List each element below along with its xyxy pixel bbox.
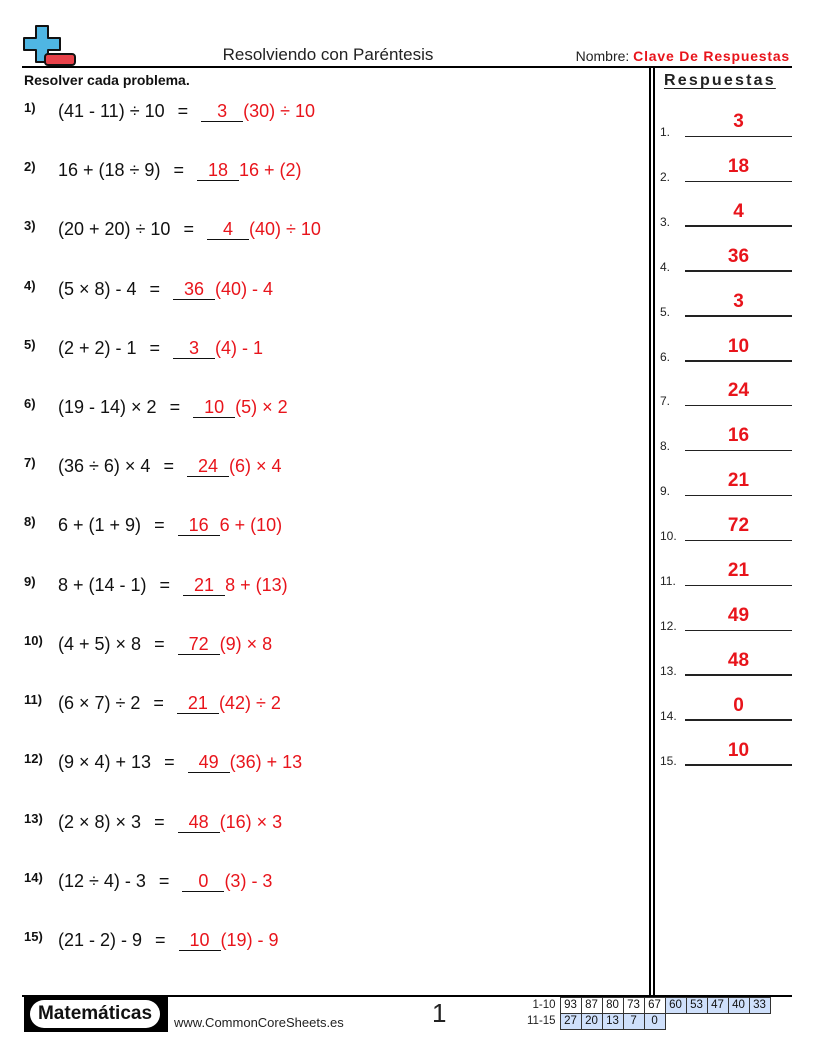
score-cell: 47 xyxy=(707,998,728,1014)
answer-key-line xyxy=(685,270,792,271)
answer-key-line xyxy=(685,181,792,182)
problem-number: 13) xyxy=(24,811,43,826)
answer-key-value[interactable]: 3 xyxy=(733,290,744,312)
answer-key-row xyxy=(660,648,792,678)
equals-sign: = xyxy=(169,397,181,417)
answer-key-number: 14. xyxy=(660,708,677,723)
answer-blank[interactable]: 10 xyxy=(193,397,235,418)
answer-key-row xyxy=(660,468,792,498)
score-cell: 93 xyxy=(560,998,581,1014)
problem-expression: 8 + (14 - 1) xyxy=(58,575,147,595)
answer-key-value[interactable]: 10 xyxy=(727,335,750,357)
problem-row xyxy=(24,456,281,486)
worked-step: (30) ÷ 10 xyxy=(243,101,316,121)
problem-row xyxy=(24,752,302,782)
score-cell: 0 xyxy=(644,1014,665,1030)
problem-number: 4) xyxy=(24,278,36,293)
score-cell: 13 xyxy=(602,1014,623,1030)
answer-key-line xyxy=(685,540,792,541)
answer-key-number: 7. xyxy=(660,394,671,409)
answer-key-number: 12. xyxy=(660,618,677,633)
score-cell-empty xyxy=(665,1014,686,1030)
answer-blank[interactable]: 36 xyxy=(173,279,215,300)
problem-expression: (20 + 20) ÷ 10 xyxy=(58,219,171,239)
answer-key-row xyxy=(660,513,792,543)
answer-blank[interactable]: 21 xyxy=(183,575,225,596)
answer-key-line xyxy=(685,315,792,316)
name-field xyxy=(576,48,790,64)
answer-key-number: 5. xyxy=(660,304,671,319)
problem-number: 15) xyxy=(24,929,43,944)
score-cell: 53 xyxy=(686,998,707,1014)
answer-key-number: 11. xyxy=(660,574,676,588)
worked-step: (5) × 2 xyxy=(235,397,288,417)
answer-blank[interactable]: 18 xyxy=(197,160,239,181)
worked-step: (19) - 9 xyxy=(220,930,279,950)
problem-expression: 6 + (1 + 9) xyxy=(58,515,142,535)
answer-key-number: 10. xyxy=(660,529,677,544)
name-value: Clave De Respuestas xyxy=(633,48,790,64)
equals-sign: = xyxy=(149,279,161,299)
problem-number: 2) xyxy=(24,159,36,174)
answers-heading: Respuestas xyxy=(664,72,776,89)
score-cell: 40 xyxy=(728,998,749,1014)
answer-key-number: 1. xyxy=(660,125,671,139)
answer-key-line xyxy=(685,630,792,631)
answer-key-value[interactable]: 36 xyxy=(727,245,750,267)
answer-key-line xyxy=(685,719,792,720)
problem-row xyxy=(24,575,288,605)
problem-number: 12) xyxy=(24,751,43,766)
score-cell: 67 xyxy=(644,998,665,1014)
answer-key-value[interactable]: 21 xyxy=(727,470,750,492)
problem-number: 11) xyxy=(24,692,43,707)
equals-sign: = xyxy=(154,515,165,535)
answer-key-row xyxy=(660,109,792,139)
problem-number: 10) xyxy=(24,633,43,648)
answer-key-number: 3. xyxy=(660,214,671,229)
worked-step: (9) × 8 xyxy=(219,634,273,654)
answer-key-row xyxy=(660,693,792,723)
score-cell-empty xyxy=(728,1014,749,1030)
answer-blank[interactable]: 0 xyxy=(182,871,224,892)
problem-number: 8) xyxy=(24,514,36,529)
answer-key-value[interactable]: 24 xyxy=(727,380,750,402)
problem-expression: (9 × 4) + 13 xyxy=(58,752,152,772)
answer-blank[interactable]: 3 xyxy=(173,338,215,359)
worked-step: (42) ÷ 2 xyxy=(218,693,281,713)
problem-row xyxy=(24,515,282,545)
name-label: Nombre: xyxy=(575,48,630,64)
score-cell: 80 xyxy=(602,998,623,1014)
problem-row xyxy=(24,871,272,901)
answer-key-value[interactable]: 49 xyxy=(727,604,750,626)
problem-number: 3) xyxy=(24,218,36,233)
page-title: Resolviendo con Paréntesis xyxy=(222,45,434,64)
equals-sign: = xyxy=(183,219,194,239)
site-url: www.CommonCoreSheets.es xyxy=(174,1015,344,1030)
worked-step: (4) - 1 xyxy=(215,338,264,358)
score-table xyxy=(524,997,771,1030)
score-range-label: 11-15 xyxy=(527,1015,556,1027)
answer-key-row xyxy=(660,289,792,319)
score-range-label: 1-10 xyxy=(532,999,556,1011)
worked-step: (40) - 4 xyxy=(215,279,274,299)
problem-row xyxy=(24,634,272,664)
brand-label: Matemáticas xyxy=(30,1000,160,1028)
answer-key-value[interactable]: 18 xyxy=(727,155,750,177)
answer-key-value[interactable]: 10 xyxy=(727,739,750,761)
answer-key-row xyxy=(660,154,792,184)
worked-step: (16) × 3 xyxy=(219,812,283,832)
problem-row xyxy=(24,219,321,249)
answer-key-row xyxy=(660,199,792,229)
problem-number: 9) xyxy=(24,574,36,589)
score-row xyxy=(524,998,770,1014)
equals-sign: = xyxy=(164,752,175,772)
answer-key-number: 15. xyxy=(660,753,677,768)
score-cell: 20 xyxy=(581,1014,602,1030)
answer-key-number: 6. xyxy=(660,349,671,364)
answer-key-line xyxy=(685,136,792,137)
problem-row xyxy=(24,397,288,427)
answer-key-row xyxy=(660,603,792,633)
answer-key-line xyxy=(685,674,792,675)
answer-key-row xyxy=(660,558,792,588)
score-cell-empty xyxy=(749,1014,770,1030)
score-cell: 27 xyxy=(560,1014,581,1030)
problem-expression: (2 + 2) - 1 xyxy=(58,338,137,358)
problem-expression: (6 × 7) ÷ 2 xyxy=(58,693,141,713)
answer-key-number: 8. xyxy=(660,439,671,454)
answer-key-row xyxy=(660,423,792,453)
problem-expression: (4 + 5) × 8 xyxy=(58,634,142,654)
problem-row xyxy=(24,338,263,368)
score-cell: 33 xyxy=(749,998,770,1014)
header-divider xyxy=(22,66,792,68)
answer-blank[interactable]: 24 xyxy=(187,456,229,477)
worked-step: 6 + (10) xyxy=(219,515,283,535)
answer-key-number: 2. xyxy=(660,169,671,184)
worked-step: 8 + (13) xyxy=(225,575,288,595)
problem-number: 5) xyxy=(24,337,36,352)
answer-key-line xyxy=(685,764,792,765)
answer-key-line xyxy=(685,450,792,451)
answer-key-value[interactable]: 0 xyxy=(733,694,744,716)
problem-number: 14) xyxy=(24,870,43,885)
problem-expression: (5 × 8) - 4 xyxy=(58,279,137,299)
score-cell: 87 xyxy=(581,998,602,1014)
problem-row xyxy=(24,101,315,131)
answer-blank[interactable]: 21 xyxy=(177,693,219,714)
equals-sign: = xyxy=(154,812,165,832)
worked-step: (40) ÷ 10 xyxy=(248,219,321,239)
problem-expression: (36 ÷ 6) × 4 xyxy=(58,456,151,476)
answer-key-value[interactable]: 72 xyxy=(727,515,750,537)
problem-expression: (2 × 8) × 3 xyxy=(58,812,142,832)
column-divider xyxy=(649,68,651,996)
problem-row xyxy=(24,160,302,190)
answer-key-line xyxy=(685,495,792,496)
answer-blank[interactable]: 49 xyxy=(188,752,230,773)
worked-step: (6) × 4 xyxy=(228,456,282,476)
answer-key-number: 4. xyxy=(660,259,671,274)
equals-sign: = xyxy=(158,871,170,891)
score-cell: 73 xyxy=(623,998,644,1014)
score-cell-empty xyxy=(686,1014,707,1030)
answer-key-number: 13. xyxy=(660,663,677,678)
equals-sign: = xyxy=(159,575,171,595)
equals-sign: = xyxy=(177,101,189,121)
answer-blank[interactable]: 10 xyxy=(179,930,221,951)
problem-row xyxy=(24,930,279,960)
equals-sign: = xyxy=(154,634,165,654)
problem-expression: (21 - 2) - 9 xyxy=(58,930,143,950)
equals-sign: = xyxy=(155,930,166,950)
page-number: 1 xyxy=(432,998,447,1028)
answer-blank[interactable]: 3 xyxy=(201,101,243,122)
answer-blank[interactable]: 16 xyxy=(178,515,220,536)
answer-key-line xyxy=(685,585,792,586)
answer-blank[interactable]: 48 xyxy=(178,812,220,833)
instructions: Resolver cada problema. xyxy=(24,72,190,88)
problem-expression: (41 - 11) ÷ 10 xyxy=(58,101,165,121)
problem-row xyxy=(24,812,282,842)
answer-key-value[interactable]: 16 xyxy=(727,425,750,447)
answer-key-line xyxy=(685,360,792,361)
column-divider xyxy=(653,68,655,996)
problem-expression: 16 + (18 ÷ 9) xyxy=(58,160,161,180)
problem-number: 1) xyxy=(24,100,36,115)
problem-number: 7) xyxy=(24,455,36,470)
answer-key-value[interactable]: 4 xyxy=(733,200,744,222)
equals-sign: = xyxy=(153,693,164,713)
answer-blank[interactable]: 72 xyxy=(178,634,220,655)
problem-expression: (19 - 14) × 2 xyxy=(58,397,157,417)
worked-step: (3) - 3 xyxy=(224,871,273,891)
score-cell-empty xyxy=(707,1014,728,1030)
problem-row xyxy=(24,279,273,309)
answer-key-value[interactable]: 3 xyxy=(733,111,744,132)
answer-key-row xyxy=(660,244,792,274)
answer-key-row xyxy=(660,334,792,364)
equals-sign: = xyxy=(149,338,161,358)
answer-key-line xyxy=(685,225,792,226)
worked-step: 16 + (2) xyxy=(238,160,302,180)
score-cell: 7 xyxy=(623,1014,644,1030)
answer-blank[interactable]: 4 xyxy=(207,219,249,240)
answer-key-number: 9. xyxy=(660,484,671,499)
problem-expression: (12 ÷ 4) - 3 xyxy=(58,871,146,891)
problem-number: 6) xyxy=(24,396,36,411)
answer-key-value[interactable]: 48 xyxy=(727,649,750,671)
answer-key-line xyxy=(685,405,792,406)
answer-key-value[interactable]: 21 xyxy=(727,560,750,581)
equals-sign: = xyxy=(163,456,174,476)
equals-sign: = xyxy=(173,160,184,180)
answer-key-row xyxy=(660,378,792,408)
problem-row xyxy=(24,693,281,723)
score-cell: 60 xyxy=(665,998,686,1014)
answer-key-row xyxy=(660,738,792,768)
score-row xyxy=(524,1014,770,1030)
worked-step: (36) + 13 xyxy=(229,752,303,772)
